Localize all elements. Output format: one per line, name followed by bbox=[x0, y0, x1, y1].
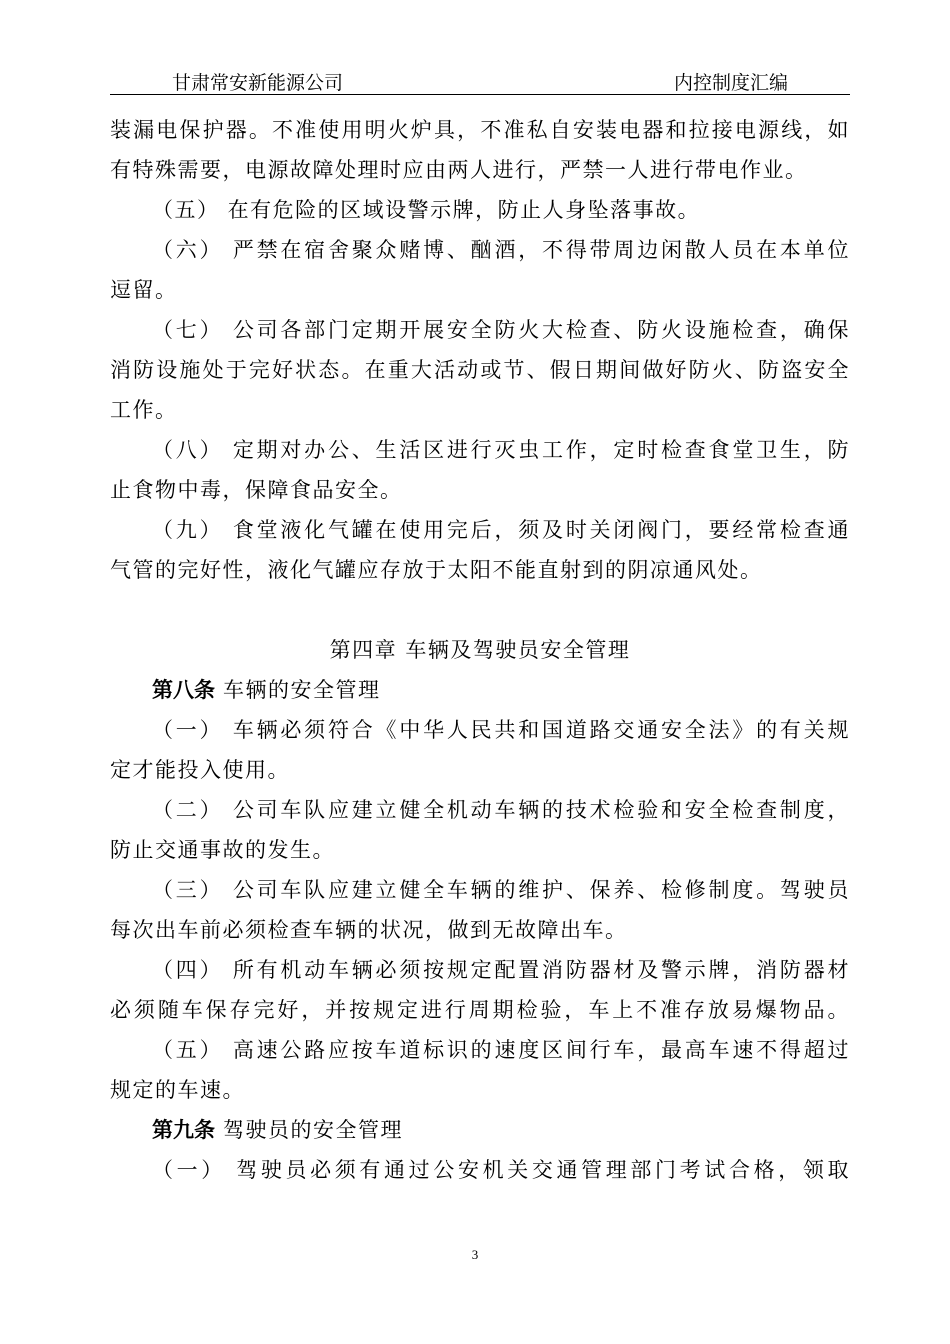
article-heading bbox=[110, 1110, 850, 1150]
article-heading bbox=[110, 670, 850, 710]
page-header bbox=[110, 64, 850, 95]
body-line: 气管的完好性，液化气罐应存放于太阳不能直射到的阴凉通风处。 bbox=[110, 558, 763, 582]
body-line: 有特殊需要，电源故障处理时应由两人进行，严禁一人进行带电作业。 bbox=[110, 158, 808, 182]
body-line: 工作。 bbox=[110, 398, 178, 422]
clause-item: （一） 车辆必须符合《中华人民共和国道路交通安全法》的有关规 bbox=[152, 718, 850, 742]
clause-item: （三） 公司车队应建立健全车辆的维护、保养、检修制度。驾驶员 bbox=[152, 878, 850, 902]
spacer bbox=[110, 590, 850, 630]
body-line: 规定的车速。 bbox=[110, 1078, 245, 1102]
article-number: 第八条 bbox=[152, 678, 215, 702]
clause-item: （五） 在有危险的区域设警示牌，防止人身坠落事故。 bbox=[152, 198, 701, 222]
header-document-title: 内控制度汇编 bbox=[673, 72, 788, 94]
clause-item: （七） 公司各部门定期开展安全防火大检查、防火设施检查，确保 bbox=[152, 318, 850, 342]
clause-item: （四） 所有机动车辆必须按规定配置消防器材及警示牌，消防器材 bbox=[152, 958, 850, 982]
clause-item: （五） 高速公路应按车道标识的速度区间行车，最高车速不得超过 bbox=[152, 1038, 850, 1062]
header-company-name: 甘肃常安新能源公司 bbox=[172, 72, 344, 94]
clause-item: （二） 公司车队应建立健全机动车辆的技术检验和安全检查制度， bbox=[152, 798, 850, 822]
body-line: 定才能投入使用。 bbox=[110, 758, 290, 782]
article-title: 驾驶员的安全管理 bbox=[223, 1118, 403, 1142]
body-line: 消防设施处于完好状态。在重大活动或节、假日期间做好防火、防盗安全 bbox=[110, 358, 850, 382]
page-number: 3 bbox=[471, 1247, 479, 1262]
document-body bbox=[110, 110, 850, 1190]
clause-item: （一） 驾驶员必须有通过公安机关交通管理部门考试合格，领取 bbox=[152, 1158, 850, 1182]
body-line: 止食物中毒，保障食品安全。 bbox=[110, 478, 403, 502]
body-line: 每次出车前必须检查车辆的状况，做到无故障出车。 bbox=[110, 918, 628, 942]
article-number: 第九条 bbox=[152, 1118, 215, 1142]
clause-item: （八） 定期对办公、生活区进行灭虫工作，定时检查食堂卫生，防 bbox=[152, 438, 850, 462]
body-line: 装漏电保护器。不准使用明火炉具，不准私自安装电器和拉接电源线，如 bbox=[110, 118, 850, 142]
body-line: 逗留。 bbox=[110, 278, 178, 302]
clause-item: （六） 严禁在宿舍聚众赌博、酗酒，不得带周边闲散人员在本单位 bbox=[152, 238, 850, 262]
body-line: 必须随车保存完好，并按规定进行周期检验，车上不准存放易爆物品。 bbox=[110, 998, 850, 1022]
body-line: 防止交通事故的发生。 bbox=[110, 838, 335, 862]
chapter-heading: 第四章 车辆及驾驶员安全管理 bbox=[329, 638, 631, 662]
clause-item: （九） 食堂液化气罐在使用完后，须及时关闭阀门，要经常检查通 bbox=[152, 518, 850, 542]
article-title: 车辆的安全管理 bbox=[223, 678, 381, 702]
